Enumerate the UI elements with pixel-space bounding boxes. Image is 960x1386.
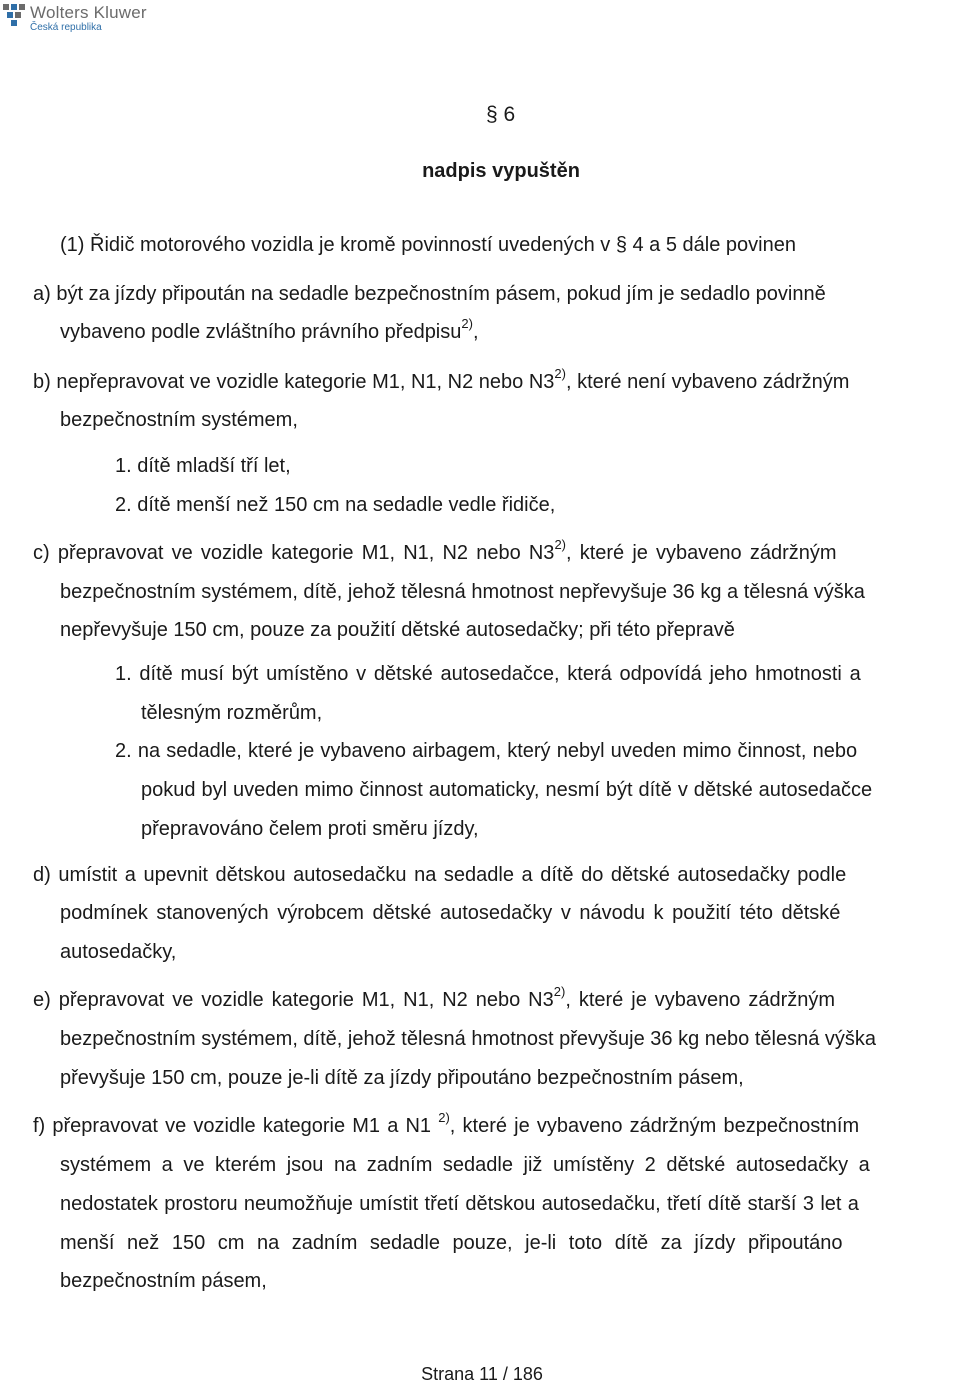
item-d-line-3: autosedačky, — [60, 941, 177, 963]
footnote-ref: 2) — [554, 537, 566, 553]
item-a-text: , — [472, 321, 479, 343]
item-c-subitem-2-line-1: 2. na sedadle, které je vybaveno airbagem, který nebyl uveden mimo činnost, nebo — [115, 740, 858, 762]
logo-subtitle: Česká republika — [30, 22, 102, 33]
item-b-subitem-2: 2. dítě menší než 150 cm na sedadle vedle řidiče, — [115, 494, 556, 516]
item-f-text: , které je vybaveno zádržným bezpečnostním — [449, 1115, 860, 1137]
item-c-subitem-1-line-1: 1. dítě musí být umístěno v dětské autosedačce, která odpovídá jeho hmotnosti a — [115, 663, 861, 685]
footnote-ref: 2) — [554, 366, 566, 382]
item-b-line-2: bezpečnostním systémem, — [60, 409, 298, 431]
page-number: Strana 11 / 186 — [421, 1364, 543, 1384]
item-a-line-2 — [60, 316, 479, 344]
item-f-line-2: systémem a ve kterém jsou na zadním sedadle již umístěny 2 dětské autosedačky a — [60, 1154, 870, 1176]
item-a-text: a) být za jízdy připoután na sedadle bezpečnostním pásem, pokud jím je sedadlo povinně — [33, 283, 826, 305]
item-d-line-2: podmínek stanovených výrobcem dětské autosedačky v návodu k použití této dětské — [60, 902, 841, 924]
item-c-text: , které je vybaveno zádržným — [566, 542, 837, 564]
footnote-ref: 2) — [461, 316, 473, 332]
item-c-subitem-1-line-2: tělesným rozměrům, — [141, 702, 323, 724]
wolters-kluwer-logo-icon — [2, 2, 26, 32]
item-f-line-3: nedostatek prostoru neumožňuje umístit třetí dětskou autosedačku, třetí dítě starší 3 let a — [60, 1193, 859, 1215]
section-number: § 6 — [486, 103, 516, 126]
item-c-subitem-2-line-3: přepravováno čelem proti směru jízdy, — [141, 818, 479, 840]
section-heading: nadpis vypuštěn — [422, 160, 580, 182]
item-c-line-3: nepřevyšuje 150 cm, pouze za použití dětské autosedačky; při této přepravě — [60, 619, 735, 641]
item-b-text: b) nepřepravovat ve vozidle kategorie M1, N1, N2 nebo N3 — [33, 371, 555, 393]
publisher-logo — [2, 2, 147, 33]
item-c-text: c) přepravovat ve vozidle kategorie M1, N1, N2 nebo N3 — [33, 542, 555, 564]
item-e-line-3: převyšuje 150 cm, pouze je-li dítě za jízdy připoutáno bezpečnostním pásem, — [60, 1067, 744, 1089]
item-e-text: , které je vybaveno zádržným — [565, 989, 836, 1011]
item-c-subitem-2-line-2: pokud byl uveden mimo činnost automaticky, nesmí být dítě v dětské autosedačce — [141, 779, 873, 801]
item-a-text: vybaveno podle zvláštního právního předpisu — [60, 321, 462, 343]
item-f-line-1 — [33, 1110, 860, 1138]
item-a-line-1 — [33, 282, 959, 306]
item-c-line-2: bezpečnostním systémem, dítě, jehož tělesná hmotnost nepřevyšuje 36 kg a tělesná výška — [60, 581, 865, 603]
intro-paragraph: (1) Řidič motorového vozidla je kromě povinností uvedených v § 4 a 5 dále povinen — [60, 234, 796, 256]
item-e-text: e) přepravovat ve vozidle kategorie M1, N1, N2 nebo N3 — [33, 989, 554, 1011]
item-d-line-1: d) umístit a upevnit dětskou autosedačku na sedadle a dítě do dětské autosedačky podle — [33, 864, 847, 886]
item-f-line-4: menší než 150 cm na zadním sedadle pouze, je-li toto dítě za jízdy připoutáno — [60, 1232, 843, 1254]
item-e-line-1 — [33, 984, 836, 1012]
item-e-line-2: bezpečnostním systémem, dítě, jehož tělesná hmotnost převyšuje 36 kg nebo tělesná výška — [60, 1028, 876, 1050]
logo-name: Wolters Kluwer — [30, 3, 147, 22]
item-f-text: f) přepravovat ve vozidle kategorie M1 a N1 — [33, 1115, 432, 1137]
footnote-ref: 2) — [553, 984, 566, 1000]
item-b-text: , které není vybaveno zádržným — [565, 371, 850, 393]
item-b-subitem-1: 1. dítě mladší tří let, — [115, 455, 291, 477]
footnote-ref: 2) — [438, 1110, 450, 1126]
item-c-line-1 — [33, 537, 837, 565]
item-f-line-5: bezpečnostním pásem, — [60, 1270, 267, 1292]
item-b-line-1 — [33, 366, 850, 394]
